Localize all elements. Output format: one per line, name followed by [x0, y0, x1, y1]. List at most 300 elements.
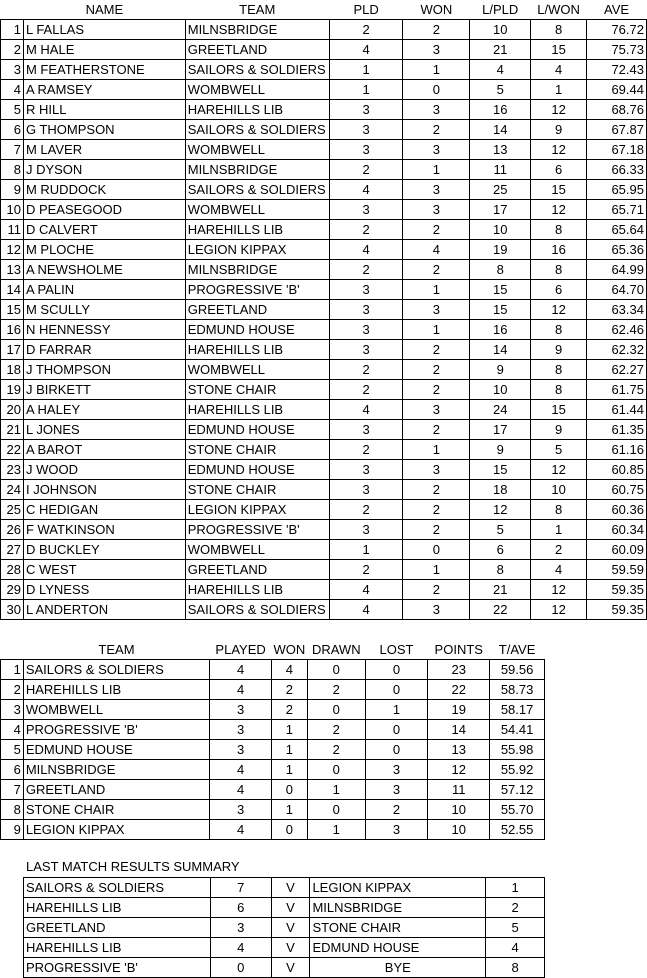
average-cell: 62.27: [587, 360, 647, 380]
header-played: PLAYED: [215, 642, 266, 657]
legs-played-cell: 15: [470, 460, 531, 480]
legs-played-cell: 10: [470, 20, 531, 40]
played-cell: 4: [329, 580, 403, 600]
lost-cell: 1: [365, 700, 428, 720]
player-row: [1, 20, 647, 40]
played-cell: 3: [210, 740, 272, 760]
played-cell: 3: [329, 280, 403, 300]
average-cell: 63.34: [587, 300, 647, 320]
lost-cell: 0: [365, 680, 428, 700]
player-name-cell: M FEATHERSTONE: [23, 60, 185, 80]
drawn-cell: 2: [307, 720, 365, 740]
won-cell: 4: [272, 660, 308, 680]
played-cell: 4: [210, 780, 272, 800]
team-cell: LEGION KIPPAX: [185, 500, 329, 520]
legs-played-cell: 22: [470, 600, 531, 620]
rank-cell: 20: [1, 400, 24, 420]
player-row: [1, 360, 647, 380]
player-name-cell: A BAROT: [23, 440, 185, 460]
player-row: [1, 580, 647, 600]
legs-played-cell: 14: [470, 340, 531, 360]
player-row: [1, 160, 647, 180]
legs-played-cell: 21: [470, 580, 531, 600]
match-results-table: [23, 877, 545, 978]
points-cell: 10: [428, 820, 490, 840]
won-cell: 3: [403, 400, 470, 420]
home-score-cell: 0: [210, 958, 271, 978]
player-row: [1, 340, 647, 360]
away-score-cell: 4: [486, 938, 545, 958]
legs-played-cell: 5: [470, 80, 531, 100]
player-row: [1, 540, 647, 560]
won-cell: 1: [403, 60, 470, 80]
legs-played-cell: 16: [470, 320, 531, 340]
header-team: TEAM: [239, 2, 276, 17]
player-row: [1, 120, 647, 140]
player-row: [1, 300, 647, 320]
rank-cell: 13: [1, 260, 24, 280]
team-cell: WOMBWELL: [185, 540, 329, 560]
header-ave: AVE: [604, 2, 630, 17]
player-name-cell: G THOMPSON: [23, 120, 185, 140]
away-team-cell: EDMUND HOUSE: [310, 938, 486, 958]
legs-played-cell: 5: [470, 520, 531, 540]
rank-cell: 2: [1, 40, 24, 60]
won-cell: 2: [403, 420, 470, 440]
average-cell: 61.75: [587, 380, 647, 400]
away-team-cell: STONE CHAIR: [310, 918, 486, 938]
team-name-cell: PROGRESSIVE 'B': [23, 720, 209, 740]
rank-cell: 22: [1, 440, 24, 460]
played-cell: 3: [329, 100, 403, 120]
rank-cell: 6: [1, 120, 24, 140]
points-cell: 23: [428, 660, 490, 680]
legs-played-cell: 10: [470, 380, 531, 400]
played-cell: 2: [329, 260, 403, 280]
legs-won-cell: 9: [531, 120, 587, 140]
team-cell: SAILORS & SOLDIERS: [185, 180, 329, 200]
legs-won-cell: 9: [531, 420, 587, 440]
team-cell: STONE CHAIR: [185, 380, 329, 400]
played-cell: 4: [329, 40, 403, 60]
average-cell: 60.34: [587, 520, 647, 540]
header-points: POINTS: [434, 642, 483, 657]
result-row: [24, 918, 545, 938]
legs-won-cell: 12: [531, 200, 587, 220]
player-name-cell: F WATKINSON: [23, 520, 185, 540]
team-cell: EDMUND HOUSE: [185, 320, 329, 340]
team-cell: PROGRESSIVE 'B': [185, 280, 329, 300]
average-cell: 65.95: [587, 180, 647, 200]
played-cell: 4: [329, 600, 403, 620]
team-cell: MILNSBRIDGE: [185, 20, 329, 40]
player-name-cell: A PALIN: [23, 280, 185, 300]
player-row: [1, 220, 647, 240]
away-team-cell: MILNSBRIDGE: [310, 898, 486, 918]
played-cell: 1: [329, 540, 403, 560]
drawn-cell: 0: [307, 760, 365, 780]
played-cell: 3: [329, 300, 403, 320]
played-cell: 3: [329, 320, 403, 340]
team-name-cell: EDMUND HOUSE: [23, 740, 209, 760]
won-cell: 1: [272, 720, 308, 740]
player-row: [1, 460, 647, 480]
team-row: [1, 720, 545, 740]
points-cell: 12: [428, 760, 490, 780]
team-table-header: [1, 640, 545, 660]
player-row: [1, 280, 647, 300]
legs-won-cell: 12: [531, 460, 587, 480]
rank-cell: 10: [1, 200, 24, 220]
average-cell: 59.35: [587, 600, 647, 620]
played-cell: 4: [329, 180, 403, 200]
rank-cell: 19: [1, 380, 24, 400]
result-row: [24, 958, 545, 978]
rank-cell: 25: [1, 500, 24, 520]
played-cell: 3: [329, 340, 403, 360]
home-team-cell: GREETLAND: [24, 918, 211, 938]
rank-cell: 7: [1, 140, 24, 160]
legs-won-cell: 12: [531, 100, 587, 120]
average-cell: 60.36: [587, 500, 647, 520]
won-cell: 1: [403, 320, 470, 340]
header-team: TEAM: [98, 642, 135, 657]
won-cell: 2: [272, 680, 308, 700]
rank-cell: 3: [1, 60, 24, 80]
legs-won-cell: 4: [531, 560, 587, 580]
won-cell: 1: [272, 800, 308, 820]
team-name-cell: GREETLAND: [23, 780, 209, 800]
average-cell: 62.46: [587, 320, 647, 340]
lost-cell: 2: [365, 800, 428, 820]
rank-cell: 8: [1, 800, 24, 820]
played-cell: 1: [329, 60, 403, 80]
legs-won-cell: 12: [531, 580, 587, 600]
drawn-cell: 2: [307, 740, 365, 760]
player-row: [1, 520, 647, 540]
legs-won-cell: 9: [531, 340, 587, 360]
legs-played-cell: 10: [470, 220, 531, 240]
player-name-cell: A NEWSHOLME: [23, 260, 185, 280]
won-cell: 3: [403, 600, 470, 620]
played-cell: 2: [329, 500, 403, 520]
average-cell: 60.75: [587, 480, 647, 500]
average-cell: 66.33: [587, 160, 647, 180]
team-cell: GREETLAND: [185, 560, 329, 580]
player-row: [1, 480, 647, 500]
points-cell: 13: [428, 740, 490, 760]
won-cell: 3: [403, 300, 470, 320]
home-team-cell: SAILORS & SOLDIERS: [24, 878, 211, 898]
header-name: NAME: [85, 2, 124, 17]
rank-cell: 21: [1, 420, 24, 440]
legs-won-cell: 2: [531, 540, 587, 560]
played-cell: 2: [329, 380, 403, 400]
won-cell: 2: [403, 120, 470, 140]
player-row: [1, 380, 647, 400]
won-cell: 2: [403, 580, 470, 600]
won-cell: 3: [403, 140, 470, 160]
legs-won-cell: 15: [531, 180, 587, 200]
rank-cell: 7: [1, 780, 24, 800]
won-cell: 1: [272, 740, 308, 760]
team-cell: GREETLAND: [185, 300, 329, 320]
player-name-cell: M RUDDOCK: [23, 180, 185, 200]
team-name-cell: STONE CHAIR: [23, 800, 209, 820]
versus-cell: V: [271, 938, 310, 958]
legs-won-cell: 15: [531, 40, 587, 60]
team-cell: LEGION KIPPAX: [185, 240, 329, 260]
legs-played-cell: 25: [470, 180, 531, 200]
team-row: [1, 820, 545, 840]
average-cell: 67.18: [587, 140, 647, 160]
played-cell: 3: [329, 460, 403, 480]
average-cell: 61.44: [587, 400, 647, 420]
won-cell: 3: [403, 100, 470, 120]
rank-cell: 4: [1, 720, 24, 740]
legs-played-cell: 18: [470, 480, 531, 500]
played-cell: 2: [329, 220, 403, 240]
legs-played-cell: 24: [470, 400, 531, 420]
team-cell: WOMBWELL: [185, 80, 329, 100]
header-drawn: DRAWN: [311, 642, 361, 657]
player-row: [1, 100, 647, 120]
legs-won-cell: 5: [531, 440, 587, 460]
player-name-cell: J DYSON: [23, 160, 185, 180]
won-cell: 3: [403, 460, 470, 480]
won-cell: 2: [403, 480, 470, 500]
team-cell: HAREHILLS LIB: [185, 400, 329, 420]
player-row: [1, 60, 647, 80]
player-row: [1, 200, 647, 220]
home-score-cell: 7: [210, 878, 271, 898]
won-cell: 4: [403, 240, 470, 260]
played-cell: 4: [210, 660, 272, 680]
rank-cell: 29: [1, 580, 24, 600]
rank-cell: 4: [1, 80, 24, 100]
player-row: [1, 180, 647, 200]
won-cell: 2: [403, 20, 470, 40]
rank-cell: 9: [1, 180, 24, 200]
legs-played-cell: 11: [470, 160, 531, 180]
drawn-cell: 0: [307, 700, 365, 720]
legs-won-cell: 6: [531, 280, 587, 300]
played-cell: 3: [329, 200, 403, 220]
team-cell: PROGRESSIVE 'B': [185, 520, 329, 540]
team-cell: SAILORS & SOLDIERS: [185, 600, 329, 620]
legs-won-cell: 1: [531, 520, 587, 540]
away-score-cell: 5: [486, 918, 545, 938]
legs-won-cell: 6: [531, 160, 587, 180]
player-name-cell: M SCULLY: [23, 300, 185, 320]
average-cell: 67.87: [587, 120, 647, 140]
team-row: [1, 700, 545, 720]
player-row: [1, 240, 647, 260]
average-cell: 61.16: [587, 440, 647, 460]
average-cell: 59.59: [587, 560, 647, 580]
rank-cell: 17: [1, 340, 24, 360]
player-name-cell: R HILL: [23, 100, 185, 120]
legs-won-cell: 12: [531, 600, 587, 620]
drawn-cell: 1: [307, 820, 365, 840]
team-average-cell: 55.70: [490, 800, 545, 820]
legs-played-cell: 17: [470, 420, 531, 440]
team-average-cell: 57.12: [490, 780, 545, 800]
player-name-cell: D FARRAR: [23, 340, 185, 360]
team-cell: GREETLAND: [185, 40, 329, 60]
legs-played-cell: 19: [470, 240, 531, 260]
player-name-cell: L ANDERTON: [23, 600, 185, 620]
legs-played-cell: 4: [470, 60, 531, 80]
average-cell: 64.99: [587, 260, 647, 280]
played-cell: 3: [210, 700, 272, 720]
rank-cell: 23: [1, 460, 24, 480]
player-row: [1, 400, 647, 420]
rank-cell: 8: [1, 160, 24, 180]
home-score-cell: 4: [210, 938, 271, 958]
points-cell: 11: [428, 780, 490, 800]
average-cell: 60.85: [587, 460, 647, 480]
legs-won-cell: 16: [531, 240, 587, 260]
played-cell: 3: [210, 720, 272, 740]
legs-won-cell: 8: [531, 260, 587, 280]
rank-cell: 3: [1, 700, 24, 720]
team-cell: WOMBWELL: [185, 140, 329, 160]
versus-cell: V: [271, 958, 310, 978]
won-cell: 1: [403, 440, 470, 460]
header-won: WON: [420, 2, 453, 17]
team-average-cell: 52.55: [490, 820, 545, 840]
header-lwon: L/WON: [537, 2, 580, 17]
team-name-cell: SAILORS & SOLDIERS: [23, 660, 209, 680]
team-average-cell: 54.41: [490, 720, 545, 740]
won-cell: 1: [403, 560, 470, 580]
legs-won-cell: 8: [531, 320, 587, 340]
played-cell: 2: [329, 560, 403, 580]
played-cell: 4: [210, 760, 272, 780]
versus-cell: V: [271, 918, 310, 938]
team-standings-table: [0, 640, 545, 840]
player-row: [1, 320, 647, 340]
won-cell: 2: [272, 700, 308, 720]
player-name-cell: D CALVERT: [23, 220, 185, 240]
away-team-cell: BYE: [310, 958, 486, 978]
header-pld: PLD: [353, 2, 379, 17]
player-name-cell: D BUCKLEY: [23, 540, 185, 560]
average-cell: 69.44: [587, 80, 647, 100]
team-name-cell: LEGION KIPPAX: [23, 820, 209, 840]
won-cell: 1: [403, 160, 470, 180]
played-cell: 3: [329, 420, 403, 440]
team-cell: HAREHILLS LIB: [185, 220, 329, 240]
played-cell: 2: [329, 440, 403, 460]
rank-cell: 2: [1, 680, 24, 700]
played-cell: 3: [329, 480, 403, 500]
team-row: [1, 660, 545, 680]
team-cell: STONE CHAIR: [185, 440, 329, 460]
team-cell: WOMBWELL: [185, 200, 329, 220]
rank-cell: 30: [1, 600, 24, 620]
away-score-cell: 2: [486, 898, 545, 918]
result-row: [24, 898, 545, 918]
played-cell: 3: [210, 800, 272, 820]
team-name-cell: HAREHILLS LIB: [23, 680, 209, 700]
average-cell: 59.35: [587, 580, 647, 600]
won-cell: 2: [403, 220, 470, 240]
rank-cell: 1: [1, 660, 24, 680]
legs-won-cell: 8: [531, 20, 587, 40]
player-name-cell: A RAMSEY: [23, 80, 185, 100]
average-cell: 75.73: [587, 40, 647, 60]
player-row: [1, 80, 647, 100]
player-name-cell: J BIRKETT: [23, 380, 185, 400]
rank-cell: 6: [1, 760, 24, 780]
average-cell: 68.76: [587, 100, 647, 120]
rank-cell: 27: [1, 540, 24, 560]
won-cell: 2: [403, 260, 470, 280]
team-row: [1, 800, 545, 820]
team-cell: WOMBWELL: [185, 360, 329, 380]
won-cell: 1: [403, 280, 470, 300]
player-row: [1, 40, 647, 60]
won-cell: 2: [403, 380, 470, 400]
result-row: [24, 878, 545, 898]
team-average-cell: 55.92: [490, 760, 545, 780]
team-row: [1, 780, 545, 800]
rank-cell: 5: [1, 740, 24, 760]
played-cell: 4: [329, 400, 403, 420]
header-tave: T/AVE: [498, 642, 536, 657]
rank-cell: 28: [1, 560, 24, 580]
player-name-cell: N HENNESSY: [23, 320, 185, 340]
player-row: [1, 500, 647, 520]
played-cell: 1: [329, 80, 403, 100]
summary-title: LAST MATCH RESULTS SUMMARY: [26, 859, 240, 874]
legs-played-cell: 13: [470, 140, 531, 160]
player-row: [1, 600, 647, 620]
header-won: WON: [273, 642, 306, 657]
player-name-cell: J WOOD: [23, 460, 185, 480]
played-cell: 4: [329, 240, 403, 260]
average-cell: 61.35: [587, 420, 647, 440]
team-cell: MILNSBRIDGE: [185, 160, 329, 180]
player-name-cell: D LYNESS: [23, 580, 185, 600]
versus-cell: V: [271, 898, 310, 918]
legs-won-cell: 8: [531, 220, 587, 240]
drawn-cell: 1: [307, 780, 365, 800]
team-row: [1, 760, 545, 780]
player-row: [1, 440, 647, 460]
legs-played-cell: 8: [470, 560, 531, 580]
player-name-cell: I JOHNSON: [23, 480, 185, 500]
header-lost: LOST: [379, 642, 414, 657]
legs-played-cell: 21: [470, 40, 531, 60]
won-cell: 3: [403, 180, 470, 200]
legs-played-cell: 15: [470, 280, 531, 300]
lost-cell: 0: [365, 740, 428, 760]
team-average-cell: 58.73: [490, 680, 545, 700]
player-table-header: [1, 0, 647, 20]
home-team-cell: HAREHILLS LIB: [24, 938, 211, 958]
won-cell: 0: [403, 540, 470, 560]
player-name-cell: M LAVER: [23, 140, 185, 160]
versus-cell: V: [271, 878, 310, 898]
player-name-cell: M PLOCHE: [23, 240, 185, 260]
player-row: [1, 140, 647, 160]
player-name-cell: J THOMPSON: [23, 360, 185, 380]
header-lpld: L/PLD: [482, 2, 519, 17]
legs-played-cell: 9: [470, 360, 531, 380]
